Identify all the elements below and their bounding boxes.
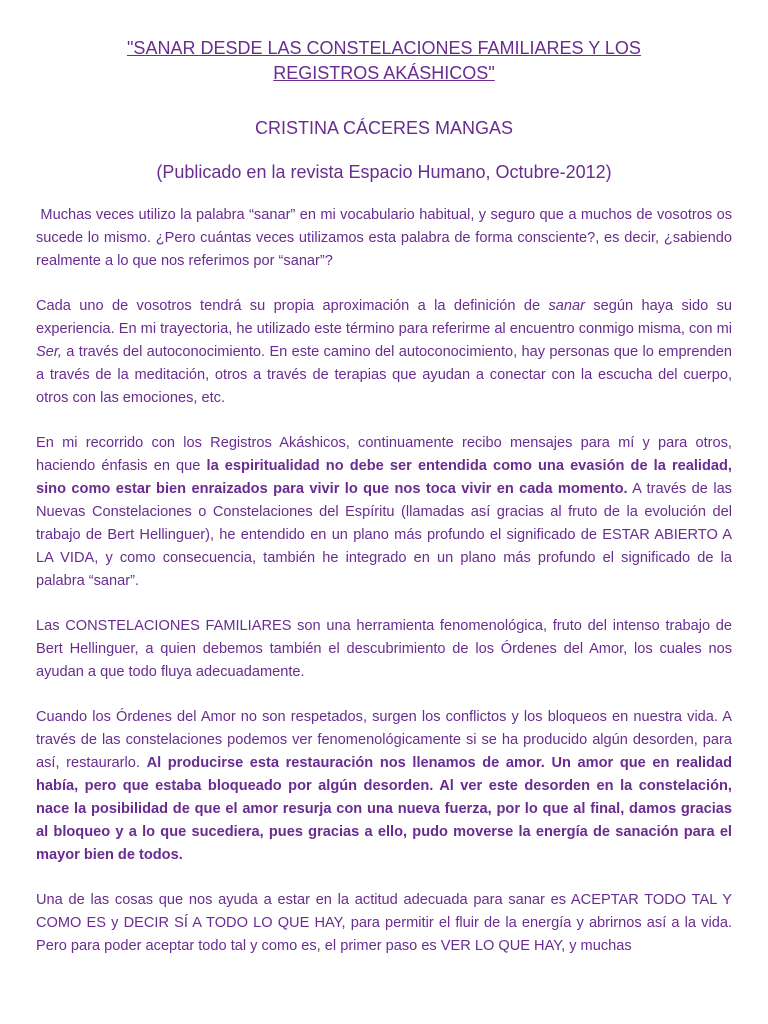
paragraph-2	[36, 295, 732, 410]
paragraph-3-part-a: En mi recorrido con los Registros Akáshicos, continuamente recibo mensajes para mí y para otros, haciendo énfasis en que	[36, 435, 732, 474]
publication-note: (Publicado en la revista Espacio Humano, Octubre-2012)	[156, 162, 612, 182]
document-title: "SANAR DESDE LAS CONSTELACIONES FAMILIARES Y LOS REGISTROS AKÁSHICOS"	[127, 38, 641, 83]
paragraph-5-bold: Al producirse esta restauración nos llenamos de amor. Un amor que en realidad había, pero que estaba bloqueado por algún desorden. Al ver este desorden en la constelación, nace la posibilidad de que el amor resurja con una nueva fuerza, por lo que al final, damos gracias al bloqueo y a lo que sucediera, pues gracias a ello, pudo moverse la energía de sanación para el mayor bien de todos.	[36, 755, 732, 863]
paragraph-1-text: Muchas veces utilizo la palabra “sanar” en mi vocabulario habitual, y seguro que a muchos de vosotros os sucede lo mismo. ¿Pero cuántas veces utilizamos esta palabra de forma consciente?, es decir, ¿sabiendo realmente a lo que nos referimos por “sanar”?	[36, 207, 732, 269]
paragraph-4: Las CONSTELACIONES FAMILIARES son una herramienta fenomenológica, fruto del intenso trabajo de Bert Hellinguer, a quien debemos también el descubrimiento de los Órdenes del Amor, los cuales nos ayudan a que todo fluya adecuadamente.	[36, 618, 732, 680]
paragraph-1	[36, 204, 732, 273]
paragraph-3	[36, 432, 732, 593]
paragraph-2-part-c: según haya sido su experiencia. En mi trayectoria, he utilizado este término para referirme al encuentro conmigo misma, con mi	[36, 298, 732, 337]
paragraph-3-bold: la espiritualidad no debe ser entendida como una evasión de la realidad, sino como estar bien enraizados para vivir lo que nos toca vivir en cada momento.	[36, 458, 732, 497]
paragraph-5	[36, 706, 732, 867]
paragraph-2-italic-ser: Ser,	[36, 344, 62, 360]
paragraph-2-part-a: Cada uno de vosotros tendrá su propia aproximación a la definición de	[36, 298, 549, 314]
paragraph-2-part-e: a través del autoconocimiento. En este camino del autoconocimiento, hay personas que lo emprenden a través de la meditación, otros a través de terapias que ayudan a conectar con la escucha del cuerpo, otros con las emociones, etc.	[36, 344, 732, 406]
paragraph-2-italic-sanar: sanar	[548, 298, 585, 314]
paragraph-5-part-a: Cuando los Órdenes del Amor no son respetados, surgen los conflictos y los bloqueos en nuestra vida. A través de las constelaciones podemos ver fenomenológicamente si se ha producido algún desorden, para así, restaurarlo.	[36, 709, 732, 771]
document-page	[36, 0, 732, 1024]
author-name: CRISTINA CÁCERES MANGAS	[254, 118, 514, 138]
paragraph-3-part-c: A través de las Nuevas Constelaciones o Constelaciones del Espíritu (llamadas así gracias al fruto de la evolución del trabajo de Bert Hellinguer), he entendido en un plano más profundo el significado de ESTAR ABIERTO A LA VIDA, y como consecuencia, también he integrado en un plano más profundo el significado de la palabra “sanar”.	[36, 481, 732, 589]
paragraph-6: Una de las cosas que nos ayuda a estar en la actitud adecuada para sanar es ACEPTAR TODO TAL Y COMO ES y DECIR SÍ A TODO LO QUE HAY, para permitir el fluir de la energía y abrirnos así a la vida. Pero para poder aceptar todo tal y como es, el primer paso es VER LO QUE HAY, y muchas	[36, 892, 732, 954]
